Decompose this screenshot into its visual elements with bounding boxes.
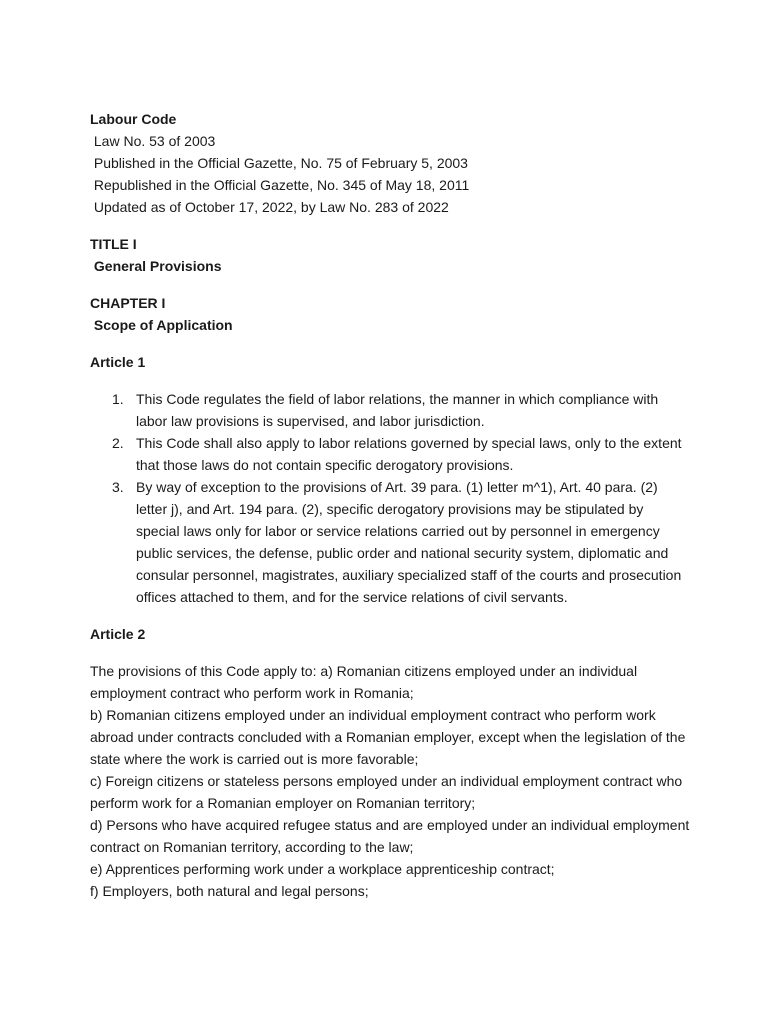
spacer	[90, 218, 690, 233]
article-2-heading: Article 2	[90, 626, 146, 642]
document-page	[90, 108, 690, 902]
article-2-para-f: f) Employers, both natural and legal persons;	[90, 883, 369, 899]
article-1-list	[90, 388, 690, 608]
list-item	[90, 432, 690, 476]
updated-note: Updated as of October 17, 2022, by Law No. 283 of 2022	[90, 199, 449, 215]
list-item	[90, 388, 690, 432]
list-item-text: This Code shall also apply to labor relations governed by special laws, only to the extent that those laws do not contain specific derogatory provisions.	[136, 435, 682, 473]
spacer	[90, 277, 690, 292]
article-2-para-a: The provisions of this Code apply to: a) Romanian citizens employed under an individual employment contract who perform work in Romania;	[90, 663, 638, 701]
spacer	[90, 336, 690, 351]
document-title: Labour Code	[90, 111, 177, 127]
law-number: Law No. 53 of 2003	[90, 133, 216, 149]
article-2-para-b: b) Romanian citizens employed under an individual employment contract who perform work abroad under contracts concluded with a Romanian employer, except when the legislation of the state where the work is carried out is more favorable;	[90, 707, 686, 767]
list-item-text: By way of exception to the provisions of Art. 39 para. (1) letter m^1), Art. 40 para. (2) letter j), and Art. 194 para. (2), specific derogatory provisions may be stipulated by special laws only for labor or service relations carried out by personnel in emergency public services, the defense, public order and national security system, diplomatic and consular personnel, magistrates, auxiliary specialized staff of the courts and prosecution offices attached to them, and for the service relations of civil servants.	[136, 479, 682, 605]
spacer	[90, 608, 690, 623]
list-item-number: 3.	[112, 479, 124, 495]
chapter-label: CHAPTER I	[90, 295, 166, 311]
published-note: Published in the Official Gazette, No. 75 of February 5, 2003	[90, 155, 468, 171]
article-2-para-c: c) Foreign citizens or stateless persons employed under an individual employment contract who perform work for a Romanian employer on Romanian territory;	[90, 773, 683, 811]
title-label: TITLE I	[90, 236, 137, 252]
list-item-number: 2.	[112, 435, 124, 451]
list-item-text: This Code regulates the field of labor relations, the manner in which compliance with labor law provisions is supervised, and labor jurisdiction.	[136, 391, 659, 429]
list-item	[90, 476, 690, 608]
article-2-para-d: d) Persons who have acquired refugee status and are employed under an individual employment contract on Romanian territory, according to the law;	[90, 817, 690, 855]
chapter-name: Scope of Application	[90, 317, 233, 333]
spacer	[90, 373, 690, 388]
article-1-heading: Article 1	[90, 354, 146, 370]
republished-note: Republished in the Official Gazette, No. 345 of May 18, 2011	[90, 177, 470, 193]
article-2-para-e: e) Apprentices performing work under a workplace apprenticeship contract;	[90, 861, 555, 877]
list-item-number: 1.	[112, 391, 124, 407]
spacer	[90, 645, 690, 660]
title-name: General Provisions	[90, 258, 222, 274]
